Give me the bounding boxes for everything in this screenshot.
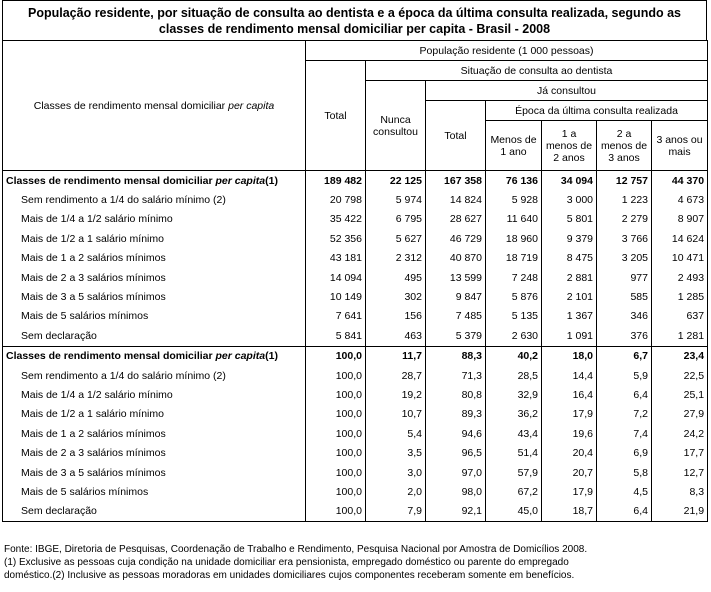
cell-value: 8 475 xyxy=(542,249,597,268)
cell-value: 76 136 xyxy=(486,171,542,191)
cell-value: 5,8 xyxy=(597,463,652,482)
cell-value: 11 640 xyxy=(486,210,542,229)
header-total-ja: Total xyxy=(426,101,486,171)
row-label: Mais de 2 a 3 salários mínimos xyxy=(3,443,306,462)
cell-value: 3 000 xyxy=(542,190,597,209)
cell-value: 9 847 xyxy=(426,287,486,306)
table-row xyxy=(3,249,708,268)
table-row xyxy=(3,268,708,287)
cell-value: 6,9 xyxy=(597,443,652,462)
row-label: Mais de 1/2 a 1 salário mínimo xyxy=(3,229,306,248)
cell-value: 463 xyxy=(366,326,426,346)
cell-value: 100,0 xyxy=(306,405,366,424)
cell-value: 80,8 xyxy=(426,385,486,404)
cell-value: 18 960 xyxy=(486,229,542,248)
cell-value: 302 xyxy=(366,287,426,306)
row-label: Mais de 2 a 3 salários mínimos xyxy=(3,268,306,287)
cell-value: 346 xyxy=(597,307,652,326)
table-row xyxy=(3,210,708,229)
section-total-row xyxy=(3,171,708,191)
table-row xyxy=(3,405,708,424)
cell-value: 18,0 xyxy=(542,346,597,366)
cell-value: 14 624 xyxy=(652,229,708,248)
cell-value: 46 729 xyxy=(426,229,486,248)
cell-value: 6 795 xyxy=(366,210,426,229)
cell-value: 7,4 xyxy=(597,424,652,443)
cell-value: 43,4 xyxy=(486,424,542,443)
cell-value: 96,5 xyxy=(426,443,486,462)
cell-value: 156 xyxy=(366,307,426,326)
header-ja-consultou: Já consultou xyxy=(426,81,708,101)
cell-value: 5 974 xyxy=(366,190,426,209)
note-2: doméstico.(2) Inclusive as pessoas moradoras em unidades domiciliares cujos componentes receberam somente em benefícios. xyxy=(4,570,575,581)
cell-value: 100,0 xyxy=(306,443,366,462)
cell-value: 92,1 xyxy=(426,502,486,522)
cell-value: 6,4 xyxy=(597,502,652,522)
cell-value: 20,4 xyxy=(542,443,597,462)
cell-value: 57,9 xyxy=(486,463,542,482)
header-population: População residente (1 000 pessoas) xyxy=(306,41,708,61)
cell-value: 3,0 xyxy=(366,463,426,482)
row-label: Sem rendimento a 1/4 do salário mínimo (2) xyxy=(3,190,306,209)
cell-value: 10 471 xyxy=(652,249,708,268)
cell-value: 5 928 xyxy=(486,190,542,209)
cell-value: 100,0 xyxy=(306,366,366,385)
table-row xyxy=(3,463,708,482)
header-classes: Classes de rendimento mensal domiciliar per capita xyxy=(3,41,306,171)
title-line-2: classes de rendimento mensal domiciliar per capita - Brasil - 2008 xyxy=(158,22,551,36)
cell-value: 23,4 xyxy=(652,346,708,366)
cell-value: 89,3 xyxy=(426,405,486,424)
cell-value: 22,5 xyxy=(652,366,708,385)
table-row xyxy=(3,287,708,306)
cell-value: 20,7 xyxy=(542,463,597,482)
cell-value: 34 094 xyxy=(542,171,597,191)
row-label: Mais de 1 a 2 salários mínimos xyxy=(3,249,306,268)
table-row xyxy=(3,229,708,248)
cell-value: 17,9 xyxy=(542,482,597,501)
table-row xyxy=(3,366,708,385)
cell-value: 2 279 xyxy=(597,210,652,229)
cell-value: 32,9 xyxy=(486,385,542,404)
cell-value: 5 379 xyxy=(426,326,486,346)
title-line-1: População residente, por situação de consulta ao dentista e a época da última consulta realizada, segundo as xyxy=(28,6,681,20)
cell-value: 88,3 xyxy=(426,346,486,366)
cell-value: 18 719 xyxy=(486,249,542,268)
cell-value: 22 125 xyxy=(366,171,426,191)
cell-value: 16,4 xyxy=(542,385,597,404)
table-row xyxy=(3,307,708,326)
cell-value: 977 xyxy=(597,268,652,287)
cell-value: 51,4 xyxy=(486,443,542,462)
cell-value: 637 xyxy=(652,307,708,326)
cell-value: 14 094 xyxy=(306,268,366,287)
header-1-2: 1 a menos de 2 anos xyxy=(542,121,597,171)
row-label: Mais de 1/4 a 1/2 salário mínimo xyxy=(3,210,306,229)
cell-value: 6,7 xyxy=(597,346,652,366)
cell-value: 17,7 xyxy=(652,443,708,462)
cell-value: 71,3 xyxy=(426,366,486,385)
row-label: Mais de 1 a 2 salários mínimos xyxy=(3,424,306,443)
section-total-row xyxy=(3,346,708,366)
cell-value: 28 627 xyxy=(426,210,486,229)
cell-value: 28,7 xyxy=(366,366,426,385)
cell-value: 100,0 xyxy=(306,502,366,522)
cell-value: 25,1 xyxy=(652,385,708,404)
row-label: Sem rendimento a 1/4 do salário mínimo (2) xyxy=(3,366,306,385)
cell-value: 10,7 xyxy=(366,405,426,424)
cell-value: 2 881 xyxy=(542,268,597,287)
cell-value: 27,9 xyxy=(652,405,708,424)
cell-value: 1 091 xyxy=(542,326,597,346)
cell-value: 585 xyxy=(597,287,652,306)
cell-value: 11,7 xyxy=(366,346,426,366)
cell-value: 5 135 xyxy=(486,307,542,326)
cell-value: 189 482 xyxy=(306,171,366,191)
cell-value: 44 370 xyxy=(652,171,708,191)
cell-value: 5 627 xyxy=(366,229,426,248)
note-1: (1) Exclusive as pessoas cuja condição na unidade domiciliar era pensionista, empregado doméstico ou parente do empregado xyxy=(4,557,569,568)
table-row xyxy=(3,385,708,404)
cell-value: 35 422 xyxy=(306,210,366,229)
cell-value: 24,2 xyxy=(652,424,708,443)
table-row xyxy=(3,424,708,443)
cell-value: 100,0 xyxy=(306,346,366,366)
cell-value: 2 312 xyxy=(366,249,426,268)
header-total: Total xyxy=(306,61,366,171)
cell-value: 100,0 xyxy=(306,482,366,501)
table-body xyxy=(3,171,708,522)
row-label: Mais de 1/2 a 1 salário mínimo xyxy=(3,405,306,424)
cell-value: 100,0 xyxy=(306,385,366,404)
cell-value: 1 367 xyxy=(542,307,597,326)
cell-value: 7 248 xyxy=(486,268,542,287)
cell-value: 1 223 xyxy=(597,190,652,209)
row-label: Mais de 5 salários mínimos xyxy=(3,482,306,501)
header-nunca: Nunca consultou xyxy=(366,81,426,171)
cell-value: 167 358 xyxy=(426,171,486,191)
row-label: Sem declaração xyxy=(3,326,306,346)
note-source: Fonte: IBGE, Diretoria de Pesquisas, Coordenação de Trabalho e Rendimento, Pesquisa Nacional por Amostra de Domicílios 2008. xyxy=(4,544,588,555)
cell-value: 7 485 xyxy=(426,307,486,326)
cell-value: 7 641 xyxy=(306,307,366,326)
cell-value: 94,6 xyxy=(426,424,486,443)
row-label: Mais de 3 a 5 salários mínimos xyxy=(3,463,306,482)
cell-value: 5 841 xyxy=(306,326,366,346)
cell-value: 21,9 xyxy=(652,502,708,522)
header-epoca: Época da última consulta realizada xyxy=(486,101,708,121)
table-title xyxy=(2,0,707,41)
header-menos-1: Menos de 1 ano xyxy=(486,121,542,171)
cell-value: 4,5 xyxy=(597,482,652,501)
cell-value: 45,0 xyxy=(486,502,542,522)
cell-value: 1 281 xyxy=(652,326,708,346)
cell-value: 18,7 xyxy=(542,502,597,522)
table-row xyxy=(3,502,708,522)
table-row xyxy=(3,326,708,346)
cell-value: 12,7 xyxy=(652,463,708,482)
table-row xyxy=(3,443,708,462)
row-label: Mais de 3 a 5 salários mínimos xyxy=(3,287,306,306)
cell-value: 97,0 xyxy=(426,463,486,482)
cell-value: 19,2 xyxy=(366,385,426,404)
data-table xyxy=(2,40,708,522)
header-situacao: Situação de consulta ao dentista xyxy=(366,61,708,81)
cell-value: 6,4 xyxy=(597,385,652,404)
cell-value: 5,4 xyxy=(366,424,426,443)
cell-value: 17,9 xyxy=(542,405,597,424)
section-label: Classes de rendimento mensal domiciliar per capita(1) xyxy=(3,346,306,366)
cell-value: 1 285 xyxy=(652,287,708,306)
cell-value: 12 757 xyxy=(597,171,652,191)
cell-value: 40 870 xyxy=(426,249,486,268)
section-label: Classes de rendimento mensal domiciliar per capita(1) xyxy=(3,171,306,191)
cell-value: 2,0 xyxy=(366,482,426,501)
header-classes-italic: per capita xyxy=(228,99,275,112)
cell-value: 2 101 xyxy=(542,287,597,306)
header-2-3: 2 a menos de 3 anos xyxy=(597,121,652,171)
cell-value: 3 205 xyxy=(597,249,652,268)
cell-value: 52 356 xyxy=(306,229,366,248)
cell-value: 2 630 xyxy=(486,326,542,346)
cell-value: 495 xyxy=(366,268,426,287)
row-label: Sem declaração xyxy=(3,502,306,522)
cell-value: 5 801 xyxy=(542,210,597,229)
cell-value: 40,2 xyxy=(486,346,542,366)
cell-value: 43 181 xyxy=(306,249,366,268)
table-row xyxy=(3,190,708,209)
cell-value: 3 766 xyxy=(597,229,652,248)
cell-value: 9 379 xyxy=(542,229,597,248)
row-label: Mais de 5 salários mínimos xyxy=(3,307,306,326)
cell-value: 98,0 xyxy=(426,482,486,501)
cell-value: 8 907 xyxy=(652,210,708,229)
cell-value: 14 824 xyxy=(426,190,486,209)
cell-value: 28,5 xyxy=(486,366,542,385)
row-label: Mais de 1/4 a 1/2 salário mínimo xyxy=(3,385,306,404)
cell-value: 2 493 xyxy=(652,268,708,287)
cell-value: 10 149 xyxy=(306,287,366,306)
cell-value: 13 599 xyxy=(426,268,486,287)
cell-value: 8,3 xyxy=(652,482,708,501)
cell-value: 7,9 xyxy=(366,502,426,522)
cell-value: 20 798 xyxy=(306,190,366,209)
cell-value: 5 876 xyxy=(486,287,542,306)
cell-value: 4 673 xyxy=(652,190,708,209)
footnotes xyxy=(4,543,709,582)
cell-value: 14,4 xyxy=(542,366,597,385)
cell-value: 100,0 xyxy=(306,424,366,443)
cell-value: 36,2 xyxy=(486,405,542,424)
header-3-mais: 3 anos ou mais xyxy=(652,121,708,171)
cell-value: 7,2 xyxy=(597,405,652,424)
cell-value: 100,0 xyxy=(306,463,366,482)
cell-value: 376 xyxy=(597,326,652,346)
cell-value: 3,5 xyxy=(366,443,426,462)
table-row xyxy=(3,482,708,501)
cell-value: 67,2 xyxy=(486,482,542,501)
cell-value: 5,9 xyxy=(597,366,652,385)
cell-value: 19,6 xyxy=(542,424,597,443)
